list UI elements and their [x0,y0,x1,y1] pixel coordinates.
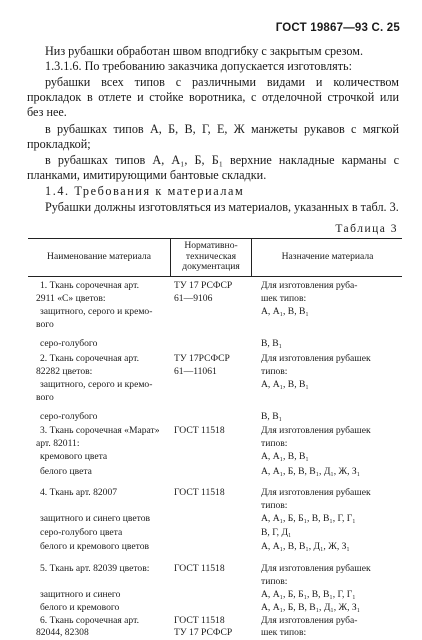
table-cell: серо-голубого [40,411,98,422]
table-cell: серо-голубого цвета [40,527,123,538]
paragraph-6: Рубашки должны изготовляться из материалов, указанных в табл. 3. [45,200,399,214]
paragraph-2: 1.3.1.6. По требованию заказчика допускается изготовлять: [45,59,352,73]
table-cell: шек типов: [261,627,307,638]
header-material: Наименование материала [47,251,151,262]
table-cell: ГОСТ 11518 [174,425,225,436]
table-cell: арт. 82011: [36,438,80,449]
table-cell: Для изготовления руба- [261,615,358,626]
table-cell: ГОСТ 11518 [174,615,225,626]
paragraph-5-line-2: планками, имитирующими бантовые складки. [27,168,267,182]
table-cell: вого [36,319,54,330]
paragraph-4-line-1: в рубашках типов А, Б, В, Г, Е, Ж манжеты рукавов с мягкой [45,122,399,136]
table-cell: А, А₁, В, В₁, Д₁, Ж, З₁ [261,541,350,552]
table-top-rule [28,238,402,239]
table-cell: 61—9106 [174,293,213,304]
table-cell: ГОСТ 11518 [174,563,225,574]
table-cell: защитного и синего цветов [40,513,151,524]
table-cell: 2. Ткань сорочечная арт. [40,353,139,364]
table-cell: типов: [261,576,288,587]
table-cell: белого цвета [40,466,92,477]
table-cell: серо-голубого [40,338,98,349]
table-col-divider-2 [251,238,252,276]
table-cell: В, В₁ [261,338,282,349]
table-cell: А, А₁, В, В₁ [261,306,309,317]
page-header: ГОСТ 19867—93 С. 25 [275,22,400,34]
paragraph-3-line-3: без нее. [27,105,67,119]
table-cell: Для изготовления рубашек [261,563,371,574]
table-cell: белого и кремового [40,602,120,613]
table-cell: 82044, 82308 [36,627,89,638]
table-col-divider-1 [170,238,171,276]
table-cell: белого и кремового цветов [40,541,150,552]
table-cell: 2911 «С» цветов: [36,293,106,304]
table-cell: ТУ 17РСФСР [174,353,230,364]
table-cell: А, А₁, Б, В, В₁, Д₁, Ж, З₁ [261,466,361,477]
paragraph-1: Низ рубашки обработан швом вподгибку с закрытым срезом. [45,44,364,58]
table-cell: защитного, серого и кремо- [40,306,153,317]
table-cell: Для изготовления рубашек [261,487,371,498]
table-cell: типов: [261,500,288,511]
header-documentation: Нормативно-техническая документация [182,240,240,273]
table-cell: 61—11061 [174,366,217,377]
table-cell: Для изготовления руба- [261,280,358,291]
table-cell: вого [36,392,54,403]
table-cell: ТУ 17 РСФСР [174,280,233,291]
paragraph-5-line-1: в рубашках типов А, А₁, Б, Б₁ верхние накладные карманы с [45,153,399,167]
table-cell: А, А₁, Б, В, В₁, Д₁, Ж, З₁ [261,602,361,613]
table-cell: Для изготовления рубашек [261,425,371,436]
table-cell: В, Г, Д₁ [261,527,292,538]
table-cell: А, А₁, В, В₁ [261,451,309,462]
paragraph-4-line-2: прокладкой; [27,137,91,151]
table-header-rule [28,276,402,277]
table-cell: 3. Ткань сорочечная «Марат» [40,425,160,436]
table-cell: 82282 цветов: [36,366,93,377]
table-cell: типов: [261,438,288,449]
table-cell: 1. Ткань сорочечная арт. [40,280,139,291]
table-cell: защитного и синего [40,589,121,600]
table-cell: А, А₁, В, В₁ [261,379,309,390]
table-cell: В, В₁ [261,411,282,422]
table-cell: 5. Ткань арт. 82039 цветов: [40,563,150,574]
table-cell: 4. Ткань арт. 82007 [40,487,118,498]
table-cell: А, А₁, Б, Б₁, В, В₁, Г, Г₁ [261,589,356,600]
paragraph-3-line-1: рубашки всех типов с различными видами и количеством [45,75,399,89]
table-cell: типов: [261,366,288,377]
table-cell: Для изготовления рубашек [261,353,371,364]
table-cell: 6. Ткань сорочечная арт. [40,615,139,626]
table-caption: Таблица 3 [335,223,398,235]
header-purpose: Назначение материала [281,251,374,262]
paragraph-3-line-2: прокладок в отлете и стойке воротника, с отделочной строчкой или [27,90,399,104]
table-cell: шек типов: [261,293,307,304]
table-cell: кремового цвета [40,451,108,462]
table-cell: ГОСТ 11518 [174,487,225,498]
table-cell: защитного, серого и кремо- [40,379,153,390]
table-cell: ТУ 17 РСФСР [174,627,233,638]
table-cell: А, А₁, Б, Б₁, В, В₁, Г, Г₁ [261,513,356,524]
section-heading: 1.4. Требования к материалам [45,184,245,198]
